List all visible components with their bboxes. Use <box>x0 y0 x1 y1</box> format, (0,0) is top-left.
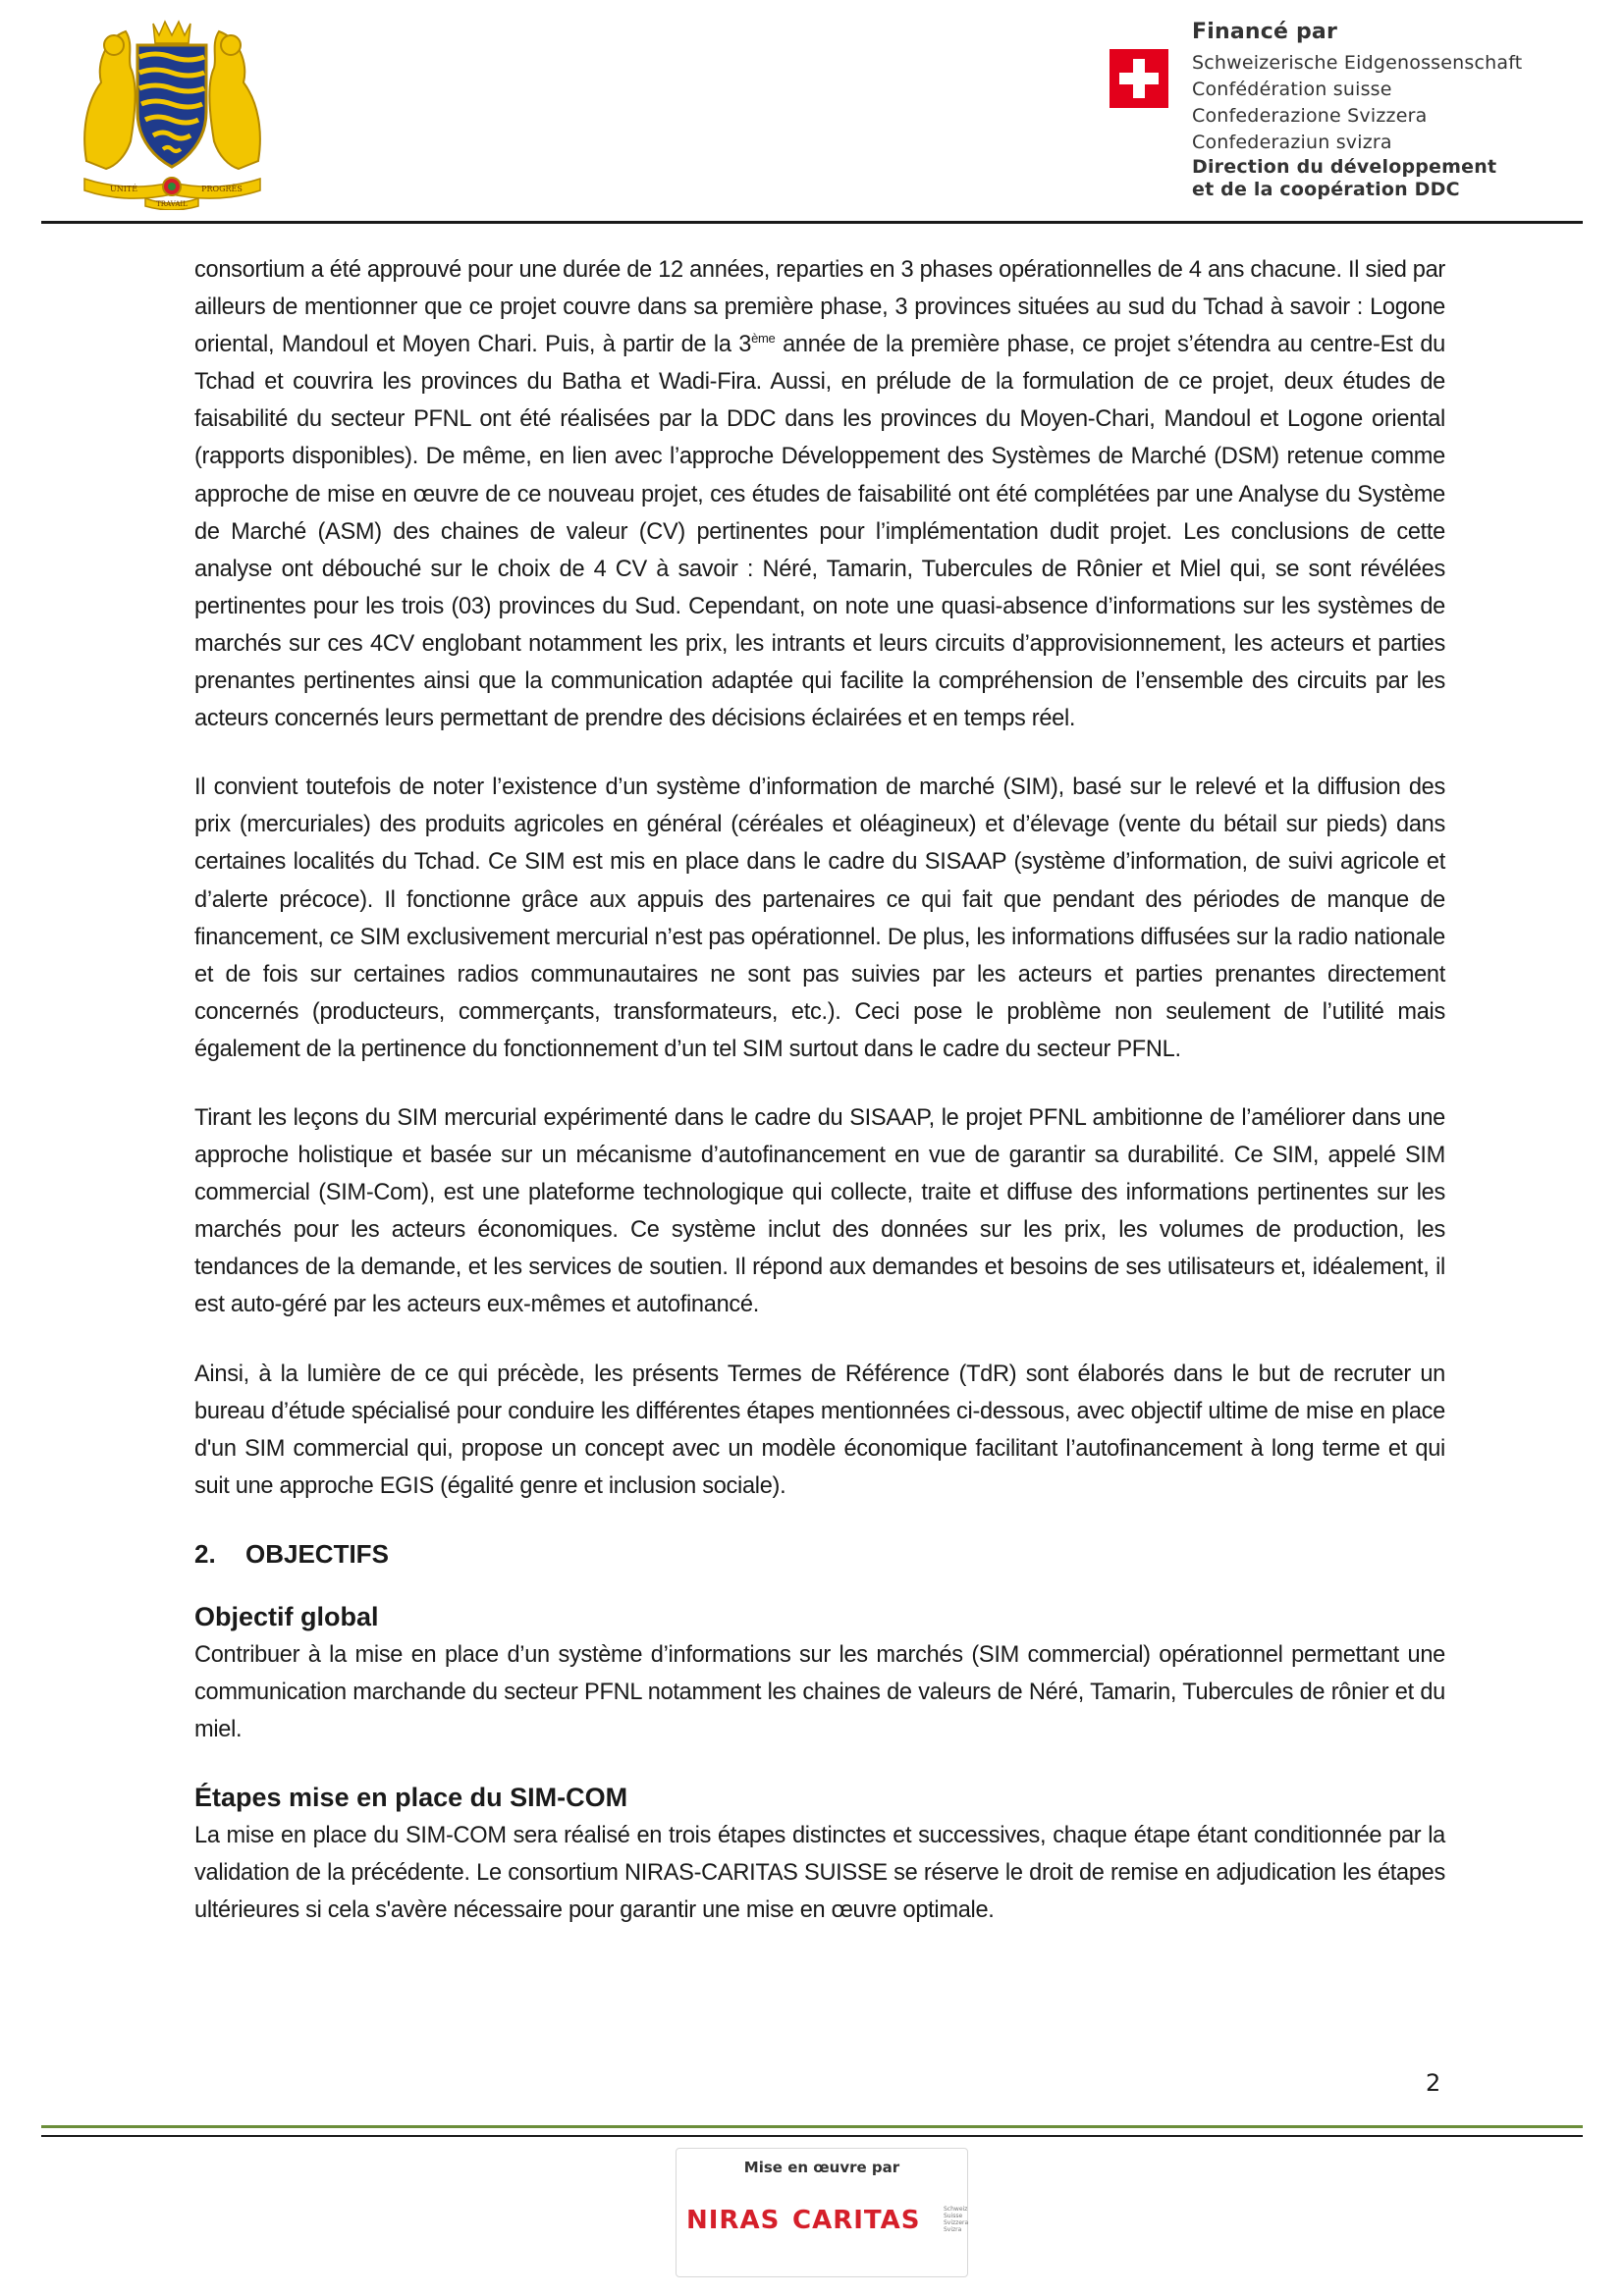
implementer-logos <box>676 2148 968 2277</box>
paragraph-sim-com: Tirant les leçons du SIM mercurial expérimenté dans le cadre du SISAAP, le projet PFNL ambitionne de l’améliorer dans une approche holistique et basée sur un mécanisme d’autofinancement en vue de garantir sa durabilité. Ce SIM, appelé SIM commercial (SIM-Com), est une plateforme technologique qui collecte, traite et diffuse des informations pertinentes sur les marchés pour les acteurs économiques. Ce système inclut des données sur les prix, les volumes de production, les tendances de la demande, et les services de soutien. Il répond aux demandes et besoins de ses utilisateurs et, idéalement, il est auto-géré par les acteurs eux-mêmes et autofinancé. <box>194 1104 1445 1318</box>
coat-motto-bottom: TRAVAIL <box>156 200 188 208</box>
subheading-sim-com-steps: Étapes mise en place du SIM-COM <box>194 1783 628 1813</box>
paragraph-tdr-purpose: Ainsi, à la lumière de ce qui précède, les présents Termes de Référence (TdR) sont élaborés dans le but de recruter un bureau d’étude spécialisé pour conduire les différentes étapes mentionnées ci-dessous, avec objectif ultime de mise en place d'un SIM commercial qui, propose un concept avec un modèle économique facilitant l’autofinancement à long terme et qui suit une approche EGIS (égalité genre et inclusion sociale). <box>194 1361 1445 1499</box>
chad-coat-of-arms-logo <box>77 14 268 210</box>
funder-line: Schweizerische Eidgenossenschaft <box>1192 52 1523 74</box>
footer-divider-black <box>41 2135 1583 2137</box>
subheading-global-objective: Objectif global <box>194 1601 379 1631</box>
swiss-flag-icon <box>1110 49 1168 108</box>
funder-line: Confederaziun svizra <box>1192 132 1392 153</box>
document-body <box>194 251 1445 1960</box>
section-title: OBJECTIFS <box>245 1538 389 1569</box>
header-divider <box>41 221 1583 224</box>
caritas-logo: CARITAS <box>792 2206 921 2235</box>
implemented-by-label: Mise en œuvre par <box>743 2159 900 2176</box>
paragraph-sim-com-steps: La mise en place du SIM-COM sera réalisé en trois étapes distinctes et successives, chaque étape étant conditionnée par la validation de la précédente. Le consortium NIRAS-CARITAS SUISSE se réserve le droit de remise en adjudication les étapes ultérieures si cela s'avère nécessaire pour garantir une mise en œuvre optimale. <box>194 1823 1445 1924</box>
funder-title: Financé par <box>1192 20 1338 44</box>
paragraph-context: consortium a été approuvé pour une durée de 12 années, reparties en 3 phases opérationnelles de 4 ans chacune. Il sied par ailleurs de mentionner que ce projet couvre dans sa première phase, 3 provinces situées au sud du Tchad à savoir : Logone oriental, Mandoul et Moyen Chari. Puis, à partir de la 3ème année de la première phase, ce projet s’étendra au centre-Est du Tchad et couvrira les provinces du Batha et Wadi-Fira. Aussi, en prélude de la formulation de ce projet, deux études de faisabilité du secteur PFNL ont été réalisées par la DDC dans les provinces du Moyen-Chari, Mandoul et Logone oriental (rapports disponibles). De même, en lien avec l’approche Développement des Systèmes de Marché (DSM) retenue comme approche de mise en œuvre de ce nouveau projet, ces études de faisabilité ont été complétées par une Analyse du Système de Marché (ASM) des chaines de valeur (CV) pertinentes pour l’implémentation dudit projet. Les conclusions de cette analyse ont débouché sur le choix de 4 CV à savoir : Néré, Tamarin, Tubercules de Rônier et Miel qui, se sont révélées pertinentes pour les trois (03) provinces du Sud. Cependant, on note une quasi-absence d’informations sur les systèmes de marchés sur ces 4CV englobant notamment les prix, les intrants et leurs circuits d’approvisionnement, les acteurs et parties prenantes pertinentes ainsi que la communication adaptée qui facilite la compréhension de l’ensemble des circuits par les acteurs concernés leurs permettant de prendre des décisions éclairées et en temps réel. <box>194 257 1445 732</box>
caritas-subtitle: Schweiz Suisse Svizzera Svizra <box>944 2206 969 2233</box>
funder-text <box>1192 20 1595 201</box>
paragraph-existing-sim: Il convient toutefois de noter l’existence d’un système d’information de marché (SIM), basé sur le relevé et la diffusion des prix (mercuriales) des produits agricoles en général (céréales et oléagineux) et d’élevage (vente du bétail sur pieds) dans certaines localités du Tchad. Ce SIM est mis en place dans le cadre du SISAAP (système d’information, de suivi agricole et d’alerte précoce). Il fonctionne grâce aux appuis des partenaires ce qui fait que pendant des périodes de manque de financement, ce SIM exclusivement mercurial n’est pas opérationnel. De plus, les informations diffusées sur la radio nationale et de fois sur certaines radios communautaires ne sont pas suivies par les acteurs et parties prenantes directement concernés (producteurs, commerçants, transformateurs, etc.). Ceci pose le problème non seulement de l’utilité mais également de la pertinence du fonctionnement d’un tel SIM surtout dans le cadre du secteur PFNL. <box>194 774 1445 1062</box>
section-number: 2. <box>194 1538 216 1569</box>
coat-motto-left: UNITÉ <box>109 185 138 193</box>
funder-agency-line: Direction du développement <box>1192 156 1497 178</box>
funder-line: Confédération suisse <box>1192 79 1392 100</box>
niras-logo: NIRAS <box>686 2206 781 2235</box>
funder-line: Confederazione Svizzera <box>1192 105 1428 127</box>
section-heading <box>194 1536 1445 1572</box>
coat-motto-right: PROGRÈS <box>201 185 243 193</box>
paragraph-global-objective: Contribuer à la mise en place d’un système d’informations sur les marchés (SIM commercial) opérationnel permettant une communication marchande du secteur PFNL notamment les chaines de valeurs de Néré, Tamarin, Tubercules de rônier et du miel. <box>194 1641 1445 1743</box>
page-number: 2 <box>1426 2069 1441 2097</box>
funder-agency-line: et de la coopération DDC <box>1192 179 1460 200</box>
funder-block <box>1110 20 1581 206</box>
footer-divider-green <box>41 2125 1583 2128</box>
